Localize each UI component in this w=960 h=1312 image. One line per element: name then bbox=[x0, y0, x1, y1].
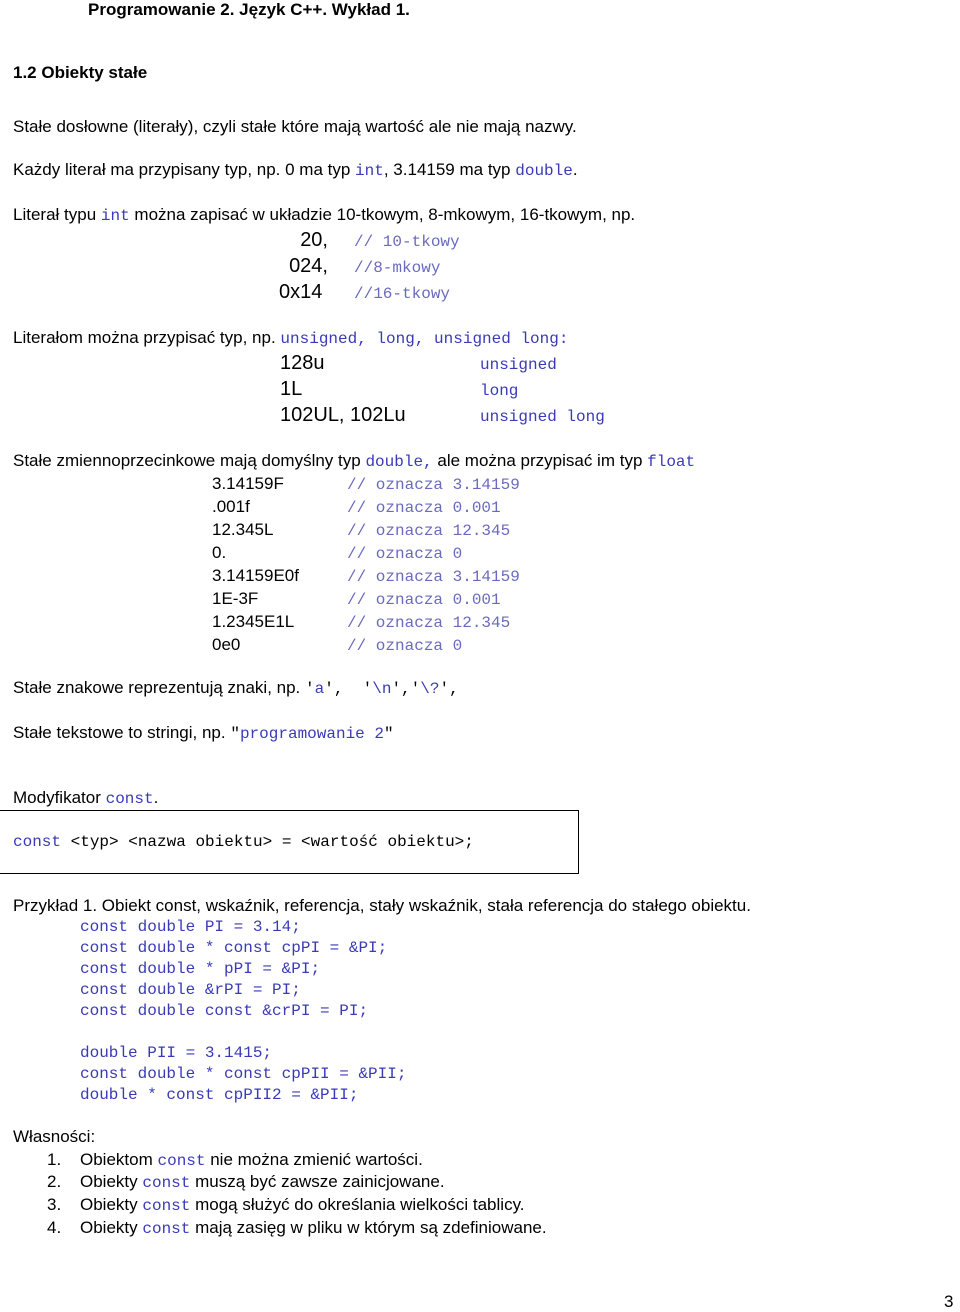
property-item bbox=[80, 1150, 423, 1171]
text: Obiekty bbox=[80, 1195, 143, 1214]
text: ale można przypisać im typ bbox=[432, 451, 648, 470]
float-comment: // oznacza 12.345 bbox=[347, 522, 511, 540]
section-title: 1.2 Obiekty stałe bbox=[13, 63, 148, 82]
text: , 3.14159 ma typ bbox=[383, 160, 516, 179]
keyword-const: const bbox=[105, 790, 154, 808]
code-line: const double &rPI = PI; bbox=[80, 981, 301, 999]
paragraph-string-constants bbox=[13, 723, 394, 744]
float-literal: 3.14159F bbox=[212, 474, 284, 493]
literal-value: 128u bbox=[280, 352, 325, 374]
text: Modyfikator bbox=[13, 788, 106, 807]
quote: ', bbox=[439, 680, 459, 698]
literal-value: 102UL, 102Lu bbox=[280, 404, 406, 426]
float-literal: 12.345L bbox=[212, 520, 274, 539]
example-title: Przykład 1. Obiekt const, wskaźnik, referencja, stały wskaźnik, stała referencja do stałego obiektu. bbox=[13, 896, 751, 915]
property-item bbox=[80, 1218, 547, 1239]
page-number: 3 bbox=[944, 1292, 954, 1311]
property-number: 2. bbox=[47, 1172, 62, 1191]
literal-comment: //8-mkowy bbox=[354, 259, 441, 277]
keyword-list: unsigned, long, unsigned long: bbox=[280, 330, 569, 348]
text: Stałe tekstowe to stringi, np. bbox=[13, 723, 231, 742]
text: Obiektom bbox=[80, 1150, 158, 1169]
text: muszą być zawsze zainicjowane. bbox=[190, 1172, 445, 1191]
float-comment: // oznacza 12.345 bbox=[347, 614, 511, 632]
property-number: 4. bbox=[47, 1218, 62, 1237]
float-comment: // oznacza 0 bbox=[347, 545, 463, 563]
code-line: const double * const cpPII = &PII; bbox=[80, 1065, 407, 1083]
syntax-rest: <typ> <nazwa obiektu> = <wartość obiektu>; bbox=[61, 833, 474, 851]
property-item bbox=[80, 1172, 445, 1193]
property-number: 3. bbox=[47, 1195, 62, 1214]
text: Obiekty bbox=[80, 1172, 143, 1191]
text: można zapisać w układzie 10-tkowym, 8-mkowym, 16-tkowym, np. bbox=[129, 205, 636, 224]
char-literal: a bbox=[314, 680, 325, 698]
page-header: Programowanie 2. Język C++. Wykład 1. bbox=[88, 0, 410, 19]
code-line: double * const cpPII2 = &PII; bbox=[80, 1086, 359, 1104]
float-comment: // oznacza 0.001 bbox=[347, 591, 501, 609]
spacer bbox=[343, 680, 362, 698]
text: Każdy literał ma przypisany typ, np. 0 ma typ bbox=[13, 160, 356, 179]
quote: ', bbox=[391, 680, 411, 698]
literal-comment: //16-tkowy bbox=[354, 285, 451, 303]
char-literal: \? bbox=[420, 680, 440, 698]
quote: " bbox=[383, 725, 394, 743]
literal-value: 0x14 bbox=[279, 281, 323, 303]
quote: ' bbox=[362, 680, 373, 698]
string-literal: programowanie 2 bbox=[239, 725, 384, 743]
literal-type: unsigned bbox=[480, 356, 557, 374]
literal-type: long bbox=[480, 382, 519, 400]
float-literal: 3.14159E0f bbox=[212, 566, 299, 585]
keyword-const: const bbox=[142, 1174, 191, 1192]
float-comment: // oznacza 3.14159 bbox=[347, 568, 520, 586]
text: mają zasięg w pliku w którym są zdefiniowane. bbox=[190, 1218, 547, 1237]
paragraph-const-modifier bbox=[13, 788, 158, 809]
literal-value: 1L bbox=[280, 378, 303, 400]
paragraph-suffixes bbox=[13, 328, 568, 349]
keyword-const: const bbox=[142, 1197, 191, 1215]
text: Literał typu bbox=[13, 205, 101, 224]
literal-comment: // 10-tkowy bbox=[354, 233, 460, 251]
keyword-float: float bbox=[647, 453, 696, 471]
properties-title: Własności: bbox=[13, 1127, 96, 1146]
paragraph-literals: Stałe dosłowne (literały), czyli stałe które mają wartość ale nie mają nazwy. bbox=[13, 117, 577, 136]
text: . bbox=[153, 788, 159, 807]
keyword-const: const bbox=[157, 1152, 206, 1170]
code-line: double PII = 3.1415; bbox=[80, 1044, 273, 1062]
code-line: const double * const cpPI = &PI; bbox=[80, 939, 388, 957]
literal-value: 20, bbox=[300, 229, 328, 251]
literal-type: unsigned long bbox=[480, 408, 605, 426]
quote: " bbox=[230, 725, 240, 743]
text: Stałe znakowe reprezentują znaki, np. bbox=[13, 678, 306, 697]
keyword-const: const bbox=[142, 1220, 191, 1238]
char-literal: \n bbox=[372, 680, 392, 698]
float-literal: 0e0 bbox=[212, 635, 241, 654]
literal-value: 024, bbox=[289, 255, 328, 277]
float-literal: 1E-3F bbox=[212, 589, 259, 608]
text: Stałe zmiennoprzecinkowe mają domyślny typ bbox=[13, 451, 366, 470]
float-comment: // oznacza 0.001 bbox=[347, 499, 501, 517]
code-line: const double const &crPI = PI; bbox=[80, 1002, 369, 1020]
text: Literałom można przypisać typ, np. bbox=[13, 328, 281, 347]
paragraph-char-constants bbox=[13, 678, 459, 699]
keyword-double: double bbox=[515, 162, 573, 180]
keyword-int: int bbox=[355, 162, 384, 180]
text: . bbox=[572, 160, 578, 179]
quote: ' bbox=[305, 680, 315, 698]
code-line: const double * pPI = &PI; bbox=[80, 960, 321, 978]
float-literal: 0. bbox=[212, 543, 227, 562]
quote: ', bbox=[324, 680, 344, 698]
text: nie można zmienić wartości. bbox=[205, 1150, 423, 1169]
syntax-line bbox=[13, 832, 474, 852]
keyword-const: const bbox=[13, 833, 62, 851]
property-number: 1. bbox=[47, 1150, 62, 1169]
quote: ' bbox=[410, 680, 421, 698]
paragraph-floats bbox=[13, 451, 695, 472]
paragraph-int-bases bbox=[13, 205, 635, 226]
keyword-double: double, bbox=[365, 453, 433, 471]
float-literal: .001f bbox=[212, 497, 250, 516]
float-comment: // oznacza 3.14159 bbox=[347, 476, 520, 494]
paragraph-literal-types bbox=[13, 160, 578, 181]
keyword-int: int bbox=[100, 207, 130, 225]
property-item bbox=[80, 1195, 525, 1216]
text: mogą służyć do określania wielkości tablicy. bbox=[190, 1195, 525, 1214]
code-line: const double PI = 3.14; bbox=[80, 918, 301, 936]
float-comment: // oznacza 0 bbox=[347, 637, 463, 655]
text: Obiekty bbox=[80, 1218, 143, 1237]
float-literal: 1.2345E1L bbox=[212, 612, 295, 631]
